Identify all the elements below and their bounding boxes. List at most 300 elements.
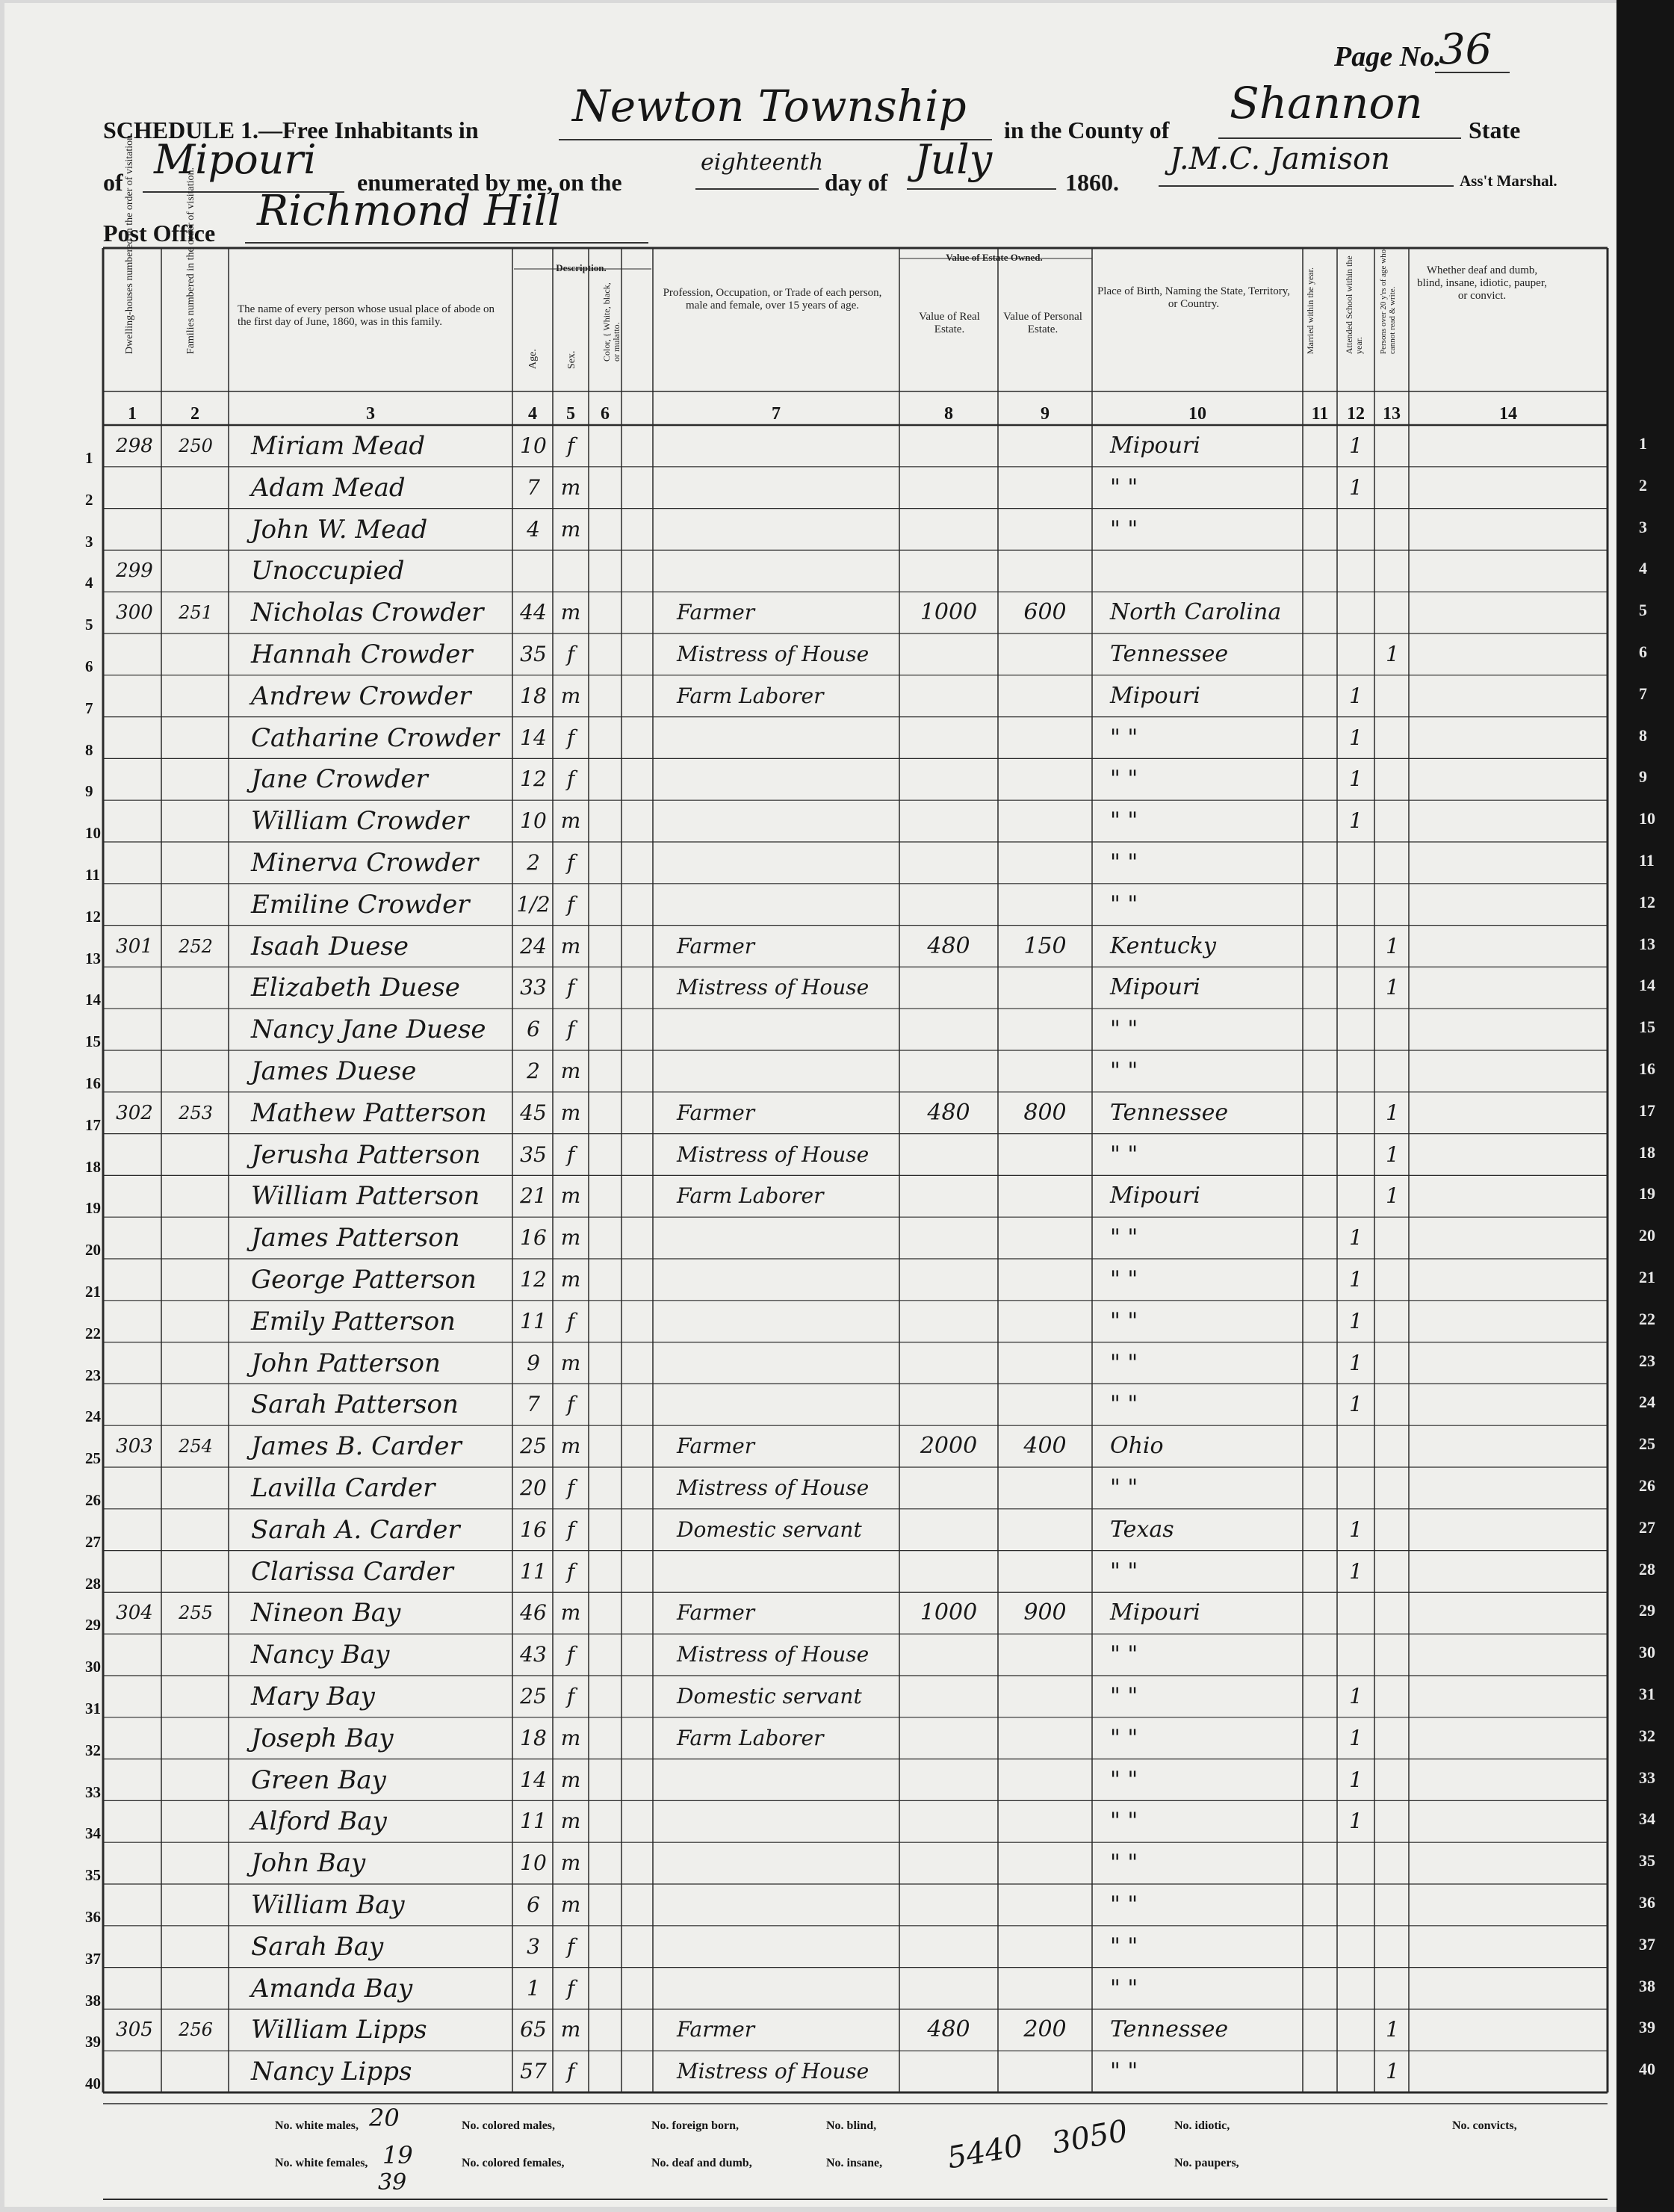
read-write-mark	[1376, 719, 1409, 758]
school-mark	[1339, 1177, 1373, 1215]
dwelling-number	[111, 1635, 158, 1674]
person-name: Catharine Crowder	[251, 722, 500, 753]
census-sheet	[4, 3, 1616, 2207]
personal-estate-value	[999, 1052, 1091, 1091]
white-females-label: No. white females,	[275, 2157, 368, 2169]
birthplace: " "	[1110, 1349, 1138, 1376]
age: 44	[520, 600, 547, 625]
column-number: 13	[1383, 404, 1401, 424]
read-write-mark	[1376, 677, 1409, 716]
age: 6	[527, 1017, 540, 1042]
school-mark: 1	[1349, 1350, 1363, 1375]
real-estate-value	[901, 1927, 996, 1966]
state-value: Mipouri	[154, 136, 317, 183]
col3-header: The name of every person whose usual place of abode on the first day of June, 1860, was in this family.	[238, 303, 495, 328]
birthplace: " "	[1110, 474, 1138, 501]
family-number	[164, 1844, 227, 1883]
personal-estate-value	[999, 1260, 1091, 1299]
occupation: Mistress of House	[677, 975, 869, 1000]
occupation: Farmer	[677, 933, 755, 958]
column-number: 10	[1188, 404, 1206, 424]
family-number	[164, 843, 227, 882]
age: 2	[527, 850, 540, 875]
occupation: Farm Laborer	[677, 683, 824, 708]
sex: f	[566, 642, 575, 666]
line-number: 4	[85, 574, 93, 592]
personal-estate-value	[999, 1927, 1091, 1966]
margin-line-number: 28	[1639, 1559, 1655, 1579]
post-office-label: Post Office	[103, 220, 216, 247]
school-mark: 1	[1349, 1392, 1363, 1417]
real-estate-value	[901, 468, 996, 507]
person-name: Amanda Bay	[251, 1973, 413, 2004]
occupation: Mistress of House	[677, 2059, 869, 2084]
birthplace: " "	[1110, 724, 1138, 751]
margin-line-number: 6	[1639, 642, 1647, 661]
dwelling-number: 299	[116, 560, 153, 583]
read-write-mark	[1376, 1969, 1409, 2008]
read-write-mark: 1	[1386, 1100, 1399, 1125]
col1-header: Dwelling-houses numbered in the order of visitation.	[124, 132, 135, 354]
birthplace: " "	[1110, 1808, 1138, 1835]
occupation: Domestic servant	[677, 1517, 862, 1542]
real-estate-value	[901, 1761, 996, 1800]
family-number	[164, 1385, 227, 1424]
read-write-mark	[1376, 1218, 1409, 1257]
person-name: William Crowder	[251, 806, 469, 837]
school-mark	[1339, 510, 1373, 549]
sex: m	[560, 474, 581, 500]
sex: m	[560, 1725, 581, 1750]
school-mark: 1	[1349, 808, 1363, 834]
real-estate-value	[901, 1010, 996, 1049]
family-number: 252	[179, 935, 213, 957]
margin-line-number: 32	[1639, 1726, 1655, 1745]
county-label: in the County of	[1004, 117, 1170, 143]
page-number-label: Page No.	[1334, 41, 1442, 72]
column-number: 1	[128, 404, 137, 424]
family-number	[164, 1886, 227, 1924]
age	[515, 551, 551, 590]
margin-line-number: 23	[1639, 1351, 1655, 1370]
column-number: 9	[1041, 404, 1050, 424]
person-name: Green Bay	[251, 1765, 386, 1795]
margin-line-number: 26	[1639, 1476, 1655, 1495]
age: 45	[520, 1100, 547, 1125]
real-estate-value	[901, 1677, 996, 1716]
dwelling-number: 301	[116, 935, 153, 958]
personal-estate-value: 400	[1023, 1433, 1067, 1460]
age: 2	[527, 1059, 540, 1083]
person-name: Sarah Bay	[251, 1931, 384, 1962]
family-number: 255	[179, 1602, 213, 1624]
read-write-mark	[1376, 1552, 1409, 1591]
real-estate-value	[901, 1802, 996, 1841]
line-number: 7	[85, 698, 93, 717]
sex: m	[560, 1600, 581, 1626]
person-name: Mary Bay	[251, 1682, 375, 1711]
personal-estate-value	[999, 1719, 1091, 1758]
sex: m	[560, 1183, 581, 1209]
real-estate-value	[901, 1052, 996, 1091]
real-estate-value	[901, 635, 996, 674]
family-number	[164, 1761, 227, 1800]
margin-line-number: 39	[1639, 2018, 1655, 2037]
dwelling-number: 298	[116, 435, 153, 457]
occupation: Mistress of House	[677, 642, 869, 666]
county-value: Shannon	[1230, 78, 1423, 128]
school-mark: 1	[1349, 1767, 1363, 1792]
year-label: 1860.	[1065, 169, 1119, 196]
family-number: 253	[179, 1102, 213, 1124]
school-mark: 1	[1349, 683, 1363, 708]
family-number	[164, 1177, 227, 1215]
age: 12	[520, 766, 547, 792]
birthplace: " "	[1110, 808, 1138, 834]
person-name: James B. Carder	[251, 1431, 462, 1462]
person-name: John Bay	[251, 1848, 366, 1879]
person-name: Hannah Crowder	[251, 639, 473, 669]
school-mark	[1339, 551, 1373, 590]
personal-estate-value	[999, 1010, 1091, 1049]
line-number: 14	[85, 991, 101, 1009]
personal-estate-value	[999, 802, 1091, 840]
column-number: 7	[772, 404, 781, 424]
read-write-mark	[1376, 1719, 1409, 1758]
personal-estate-value	[999, 1218, 1091, 1257]
margin-line-number: 16	[1639, 1059, 1655, 1078]
dwelling-number	[111, 1010, 158, 1049]
school-mark: 1	[1349, 1308, 1363, 1333]
read-write-mark: 1	[1386, 2017, 1399, 2042]
margin-line-number: 1	[1639, 434, 1647, 453]
person-name: Lavilla Carder	[251, 1473, 435, 1503]
family-number	[164, 1719, 227, 1758]
school-mark	[1339, 2052, 1373, 2091]
dwelling-number	[111, 1302, 158, 1341]
birthplace: " "	[1110, 1892, 1138, 1918]
margin-line-number: 2	[1639, 475, 1647, 495]
person-name: John Patterson	[251, 1348, 441, 1378]
personal-estate-value: 150	[1023, 932, 1067, 959]
real-estate-value	[901, 1719, 996, 1758]
margin-line-number: 31	[1639, 1685, 1655, 1703]
read-write-mark	[1376, 427, 1409, 465]
birthplace: Tennessee	[1110, 1099, 1229, 1126]
age: 1	[527, 1975, 540, 2001]
sex: m	[560, 683, 581, 708]
line-number: 30	[85, 1658, 101, 1676]
colored-males-label: No. colored males,	[462, 2119, 556, 2132]
person-name: Sarah A. Carder	[251, 1514, 460, 1545]
age: 33	[520, 975, 547, 1000]
real-estate-value: 480	[927, 1099, 970, 1126]
real-estate-value	[901, 2052, 996, 2091]
birthplace: " "	[1110, 890, 1138, 917]
line-number: 28	[85, 1574, 101, 1593]
age: 4	[527, 516, 540, 542]
dwelling-number	[111, 1469, 158, 1508]
age: 10	[520, 1850, 547, 1876]
age: 11	[520, 1308, 547, 1333]
family-number	[164, 1052, 227, 1091]
occupation: Mistress of House	[677, 1141, 869, 1167]
real-estate-value	[901, 510, 996, 549]
margin-line-number: 13	[1639, 934, 1655, 953]
dwelling-number	[111, 1677, 158, 1716]
col6-header: Color, { White, black, or mulatto.	[601, 282, 621, 362]
col14-header: Whether deaf and dumb, blind, insane, idiotic, pauper, or convict.	[1417, 264, 1547, 302]
dwelling-number	[111, 2052, 158, 2091]
family-number	[164, 760, 227, 799]
school-mark: 1	[1349, 725, 1363, 750]
school-mark: 1	[1349, 1267, 1363, 1292]
township-value: Newton Township	[572, 81, 967, 131]
read-write-mark: 1	[1386, 2059, 1399, 2084]
age: 16	[520, 1225, 547, 1251]
age: 65	[520, 2017, 547, 2042]
personal-estate-value	[999, 1844, 1091, 1883]
read-write-mark: 1	[1386, 933, 1399, 958]
column-number: 14	[1499, 404, 1517, 424]
read-write-mark	[1376, 1302, 1409, 1341]
family-number	[164, 1677, 227, 1716]
birthplace: Mipouri	[1110, 1599, 1200, 1626]
sex: f	[566, 1933, 575, 1959]
sex: f	[566, 766, 575, 792]
real-estate-value	[901, 1844, 996, 1883]
personal-estate-value	[999, 760, 1091, 799]
sex: m	[560, 808, 581, 834]
line-number: 21	[85, 1283, 101, 1301]
occupation: Farmer	[677, 2017, 755, 2042]
white-females-value: 19	[382, 2141, 413, 2169]
personal-estate-value: 800	[1023, 1099, 1067, 1126]
sex: f	[566, 1642, 575, 1667]
sex: f	[566, 891, 575, 917]
personal-estate-value	[999, 1886, 1091, 1924]
family-number	[164, 2052, 227, 2091]
read-write-mark	[1376, 1052, 1409, 1091]
school-mark: 1	[1349, 1809, 1363, 1834]
birthplace: " "	[1110, 1391, 1138, 1418]
person-name: Isaah Duese	[251, 931, 409, 961]
line-number: 35	[85, 1866, 101, 1885]
school-mark: 1	[1349, 474, 1363, 500]
person-name: Nancy Jane Duese	[251, 1014, 486, 1045]
real-estate-total: 5440	[944, 2128, 1026, 2176]
person-name: William Lipps	[251, 2015, 427, 2045]
col4-header: Age.	[527, 349, 539, 369]
family-number	[164, 1344, 227, 1383]
line-number: 38	[85, 1991, 101, 2010]
real-estate-value: 480	[927, 2016, 970, 2043]
school-mark	[1339, 2010, 1373, 2049]
school-mark	[1339, 968, 1373, 1007]
margin-line-number: 21	[1639, 1268, 1655, 1286]
dwelling-number	[111, 760, 158, 799]
family-number	[164, 1218, 227, 1257]
margin-line-number: 4	[1639, 559, 1647, 578]
margin-line-number: 15	[1639, 1017, 1655, 1037]
margin-line-number: 10	[1639, 809, 1655, 828]
white-males-label: No. white males,	[275, 2119, 359, 2132]
day-value: eighteenth	[701, 149, 824, 176]
white-males-value: 20	[369, 2104, 400, 2132]
school-mark	[1339, 1010, 1373, 1049]
occupation: Farmer	[677, 1434, 755, 1459]
dwelling-number: 300	[116, 601, 153, 625]
personal-estate-value	[999, 551, 1091, 590]
real-estate-value	[901, 760, 996, 799]
dwelling-number	[111, 968, 158, 1007]
personal-estate-value	[999, 885, 1091, 924]
age: 6	[527, 1892, 540, 1917]
birthplace: " "	[1110, 849, 1138, 876]
real-estate-value	[901, 1886, 996, 1924]
sex: f	[566, 1517, 575, 1542]
sex: f	[566, 2059, 575, 2084]
dwelling-number	[111, 1052, 158, 1091]
read-write-mark	[1376, 1427, 1409, 1466]
post-office-value: Richmond Hill	[257, 187, 561, 235]
personal-estate-value	[999, 1136, 1091, 1174]
read-write-mark	[1376, 1260, 1409, 1299]
personal-estate-value	[999, 1177, 1091, 1215]
personal-estate-value	[999, 2052, 1091, 2091]
occupation: Mistress of House	[677, 1475, 869, 1500]
sex: m	[560, 1350, 581, 1375]
line-number: 15	[85, 1032, 101, 1051]
line-number: 34	[85, 1824, 101, 1843]
sex: f	[566, 1684, 575, 1708]
dwelling-number	[111, 1927, 158, 1966]
sex: f	[566, 1141, 575, 1167]
person-name: Joseph Bay	[251, 1723, 394, 1753]
school-mark	[1339, 885, 1373, 924]
column-number: 4	[528, 404, 537, 424]
birthplace: " "	[1110, 1266, 1138, 1292]
age: 7	[527, 474, 540, 500]
read-write-mark: 1	[1386, 1183, 1399, 1209]
real-estate-value	[901, 1469, 996, 1508]
margin-line-number: 11	[1639, 851, 1655, 870]
sex: m	[560, 1809, 581, 1834]
occupation: Farm Laborer	[677, 1183, 824, 1209]
page-number: 36	[1439, 25, 1492, 74]
occupation: Farmer	[677, 1100, 755, 1125]
age: 46	[520, 1600, 547, 1626]
age: 21	[520, 1183, 547, 1209]
personal-estate-value	[999, 468, 1091, 507]
line-number: 8	[85, 740, 93, 759]
month-value: July	[914, 136, 993, 183]
read-write-mark: 1	[1386, 975, 1399, 1000]
person-name: Andrew Crowder	[251, 681, 471, 711]
person-name: Alford Bay	[251, 1806, 387, 1837]
sex	[554, 551, 587, 590]
sex: f	[566, 975, 575, 1000]
person-name: William Patterson	[251, 1181, 480, 1212]
age: 14	[520, 725, 547, 750]
line-number: 13	[85, 949, 101, 967]
birthplace: " "	[1110, 1475, 1138, 1501]
col13-header: Persons over 20 y'rs of age who cannot read & write.	[1379, 249, 1397, 354]
family-number	[164, 468, 227, 507]
birthplace: Mipouri	[1110, 1183, 1200, 1209]
margin-line-number: 27	[1639, 1517, 1655, 1537]
person-name: Unoccupied	[251, 556, 405, 586]
margin-line-number: 37	[1639, 1934, 1655, 1954]
birthplace: Tennessee	[1110, 641, 1229, 667]
real-estate-value	[901, 885, 996, 924]
schedule-label: SCHEDULE 1.—Free Inhabitants in	[103, 117, 479, 143]
dwelling-number	[111, 1719, 158, 1758]
sex: m	[560, 1267, 581, 1292]
dwelling-number	[111, 1969, 158, 2008]
school-mark	[1339, 1052, 1373, 1091]
line-number: 19	[85, 1199, 101, 1218]
marshal-value: J.M.C. Jamison	[1170, 142, 1390, 176]
school-mark	[1339, 1969, 1373, 2008]
family-number	[164, 719, 227, 758]
read-write-mark	[1376, 1469, 1409, 1508]
school-mark	[1339, 1927, 1373, 1966]
person-name: Elizabeth Duese	[251, 973, 460, 1003]
family-number	[164, 1802, 227, 1841]
of-label: of	[103, 169, 123, 196]
person-name: Nicholas Crowder	[251, 598, 484, 628]
family-number: 256	[179, 2019, 213, 2041]
dwelling-number	[111, 1218, 158, 1257]
person-name: Emily Patterson	[251, 1306, 456, 1336]
occupation: Farmer	[677, 600, 755, 625]
birthplace: " "	[1110, 1307, 1138, 1334]
school-mark	[1339, 1844, 1373, 1883]
read-write-mark	[1376, 802, 1409, 840]
dwelling-number	[111, 635, 158, 674]
read-write-mark	[1376, 593, 1409, 632]
read-write-mark	[1376, 510, 1409, 549]
sex: m	[560, 1767, 581, 1792]
real-estate-value	[901, 719, 996, 758]
birthplace: " "	[1110, 1558, 1138, 1584]
real-estate-value: 2000	[920, 1433, 978, 1460]
line-number: 1	[85, 449, 93, 467]
real-estate-value	[901, 1552, 996, 1591]
personal-estate-value	[999, 427, 1091, 465]
family-number	[164, 1552, 227, 1591]
margin-line-number: 8	[1639, 725, 1647, 745]
age: 14	[520, 1767, 547, 1792]
personal-estate-value	[999, 1761, 1091, 1800]
column-number: 6	[601, 404, 610, 424]
age: 35	[520, 642, 547, 666]
line-number: 22	[85, 1324, 101, 1342]
dwelling-number	[111, 802, 158, 840]
age: 9	[527, 1350, 540, 1375]
person-name: Miriam Mead	[251, 431, 426, 461]
margin-line-number: 25	[1639, 1434, 1655, 1454]
dwelling-number	[111, 1886, 158, 1924]
read-write-mark	[1376, 551, 1409, 590]
real-estate-value	[901, 1385, 996, 1424]
insane-label: No. insane,	[826, 2157, 883, 2169]
person-name: James Patterson	[251, 1223, 460, 1254]
sex: f	[566, 1017, 575, 1042]
birthplace: " "	[1110, 1974, 1138, 2001]
real-estate-value	[901, 1177, 996, 1215]
